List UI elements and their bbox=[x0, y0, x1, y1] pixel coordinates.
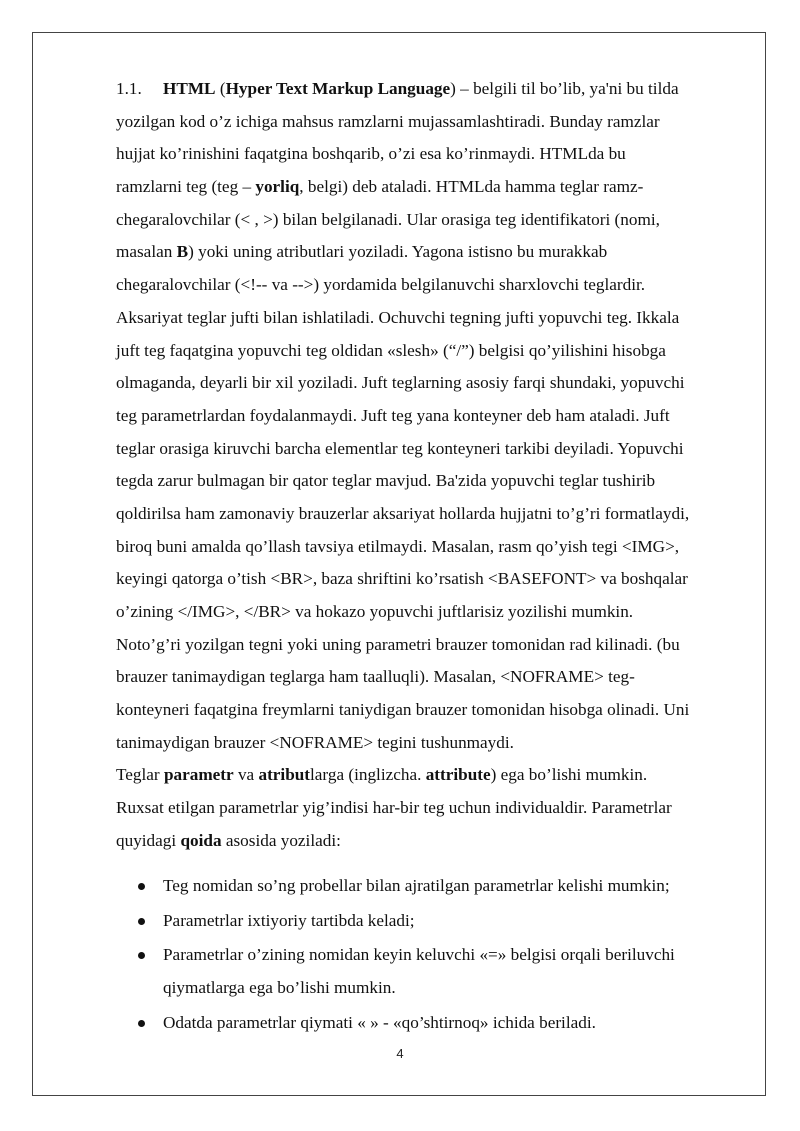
list-item bbox=[116, 1007, 752, 1040]
text-line: Aksariyat teglar jufti bilan ishlatiladi. Ochuvchi tegning jufti yopuvchi teg. Ikkala bbox=[116, 307, 680, 327]
list-item-text: Parametrlar ixtiyoriy tartibda keladi; bbox=[163, 910, 415, 930]
text-line bbox=[116, 236, 752, 269]
section-number: 1.1. bbox=[116, 79, 142, 98]
text-line: brauzer tanimaydigan teglarga ham taalluqli). Masalan, <NOFRAME> teg- bbox=[116, 667, 635, 687]
text-line: hujjat ko’rinishini faqatgina boshqarib, o’zi esa ko’rinmaydi. HTMLda bu bbox=[116, 144, 626, 164]
text-line bbox=[116, 73, 752, 106]
text-fragment: ramzlarni teg (teg – bbox=[116, 177, 256, 197]
bullet-icon bbox=[138, 883, 145, 890]
text-line: qoldirilsa ham zamonaviy brauzerlar aksariyat hollarda hujjatni to’g’ri formatlaydi, bbox=[116, 503, 690, 523]
bold-term: yorliq bbox=[255, 177, 300, 197]
text-line bbox=[116, 759, 752, 792]
text-line: biroq buni amalda qo’llash tavsiya etilmaydi. Masalan, rasm qo’yish tegi <IMG>, bbox=[116, 536, 680, 556]
bold-term: atribut bbox=[258, 765, 311, 785]
bold-term: parametr bbox=[163, 765, 234, 785]
text-fragment: larga (inglizcha. bbox=[310, 765, 426, 785]
text-line bbox=[116, 825, 752, 858]
text-line: juft teg faqatgina yopuvchi teg oldidan «slesh» (“/”) belgisi qo’yilishini hisobga bbox=[116, 340, 666, 360]
list-item bbox=[116, 939, 752, 1004]
term-full: Hyper Text Markup Language bbox=[225, 79, 451, 98]
text-line: keyingi qatorga o’tish <BR>, baza shriftini ko’rsatish <BASEFONT> va boshqalar bbox=[116, 569, 688, 589]
text-fragment: ) – belgili til bo’lib, ya'ni bu tilda bbox=[450, 79, 679, 98]
text-line: teglar orasiga kiruvchi barcha elementlar teg konteyneri tarkibi deyiladi. Yopuvchi bbox=[116, 438, 684, 458]
text-fragment: , belgi) deb ataladi. HTMLda hamma teglar ramz- bbox=[299, 177, 644, 197]
list-item-text: Parametrlar o’zining nomidan keyin keluvchi «=» belgisi orqali beriluvchi bbox=[163, 945, 675, 965]
text-line: chegaralovchilar (< , >) bilan belgilanadi. Ular orasiga teg identifikatori (nomi, bbox=[116, 209, 660, 229]
text-fragment: ) ega bo’lishi mumkin. bbox=[490, 765, 648, 785]
bold-term: B bbox=[176, 242, 189, 262]
page-number: 4 bbox=[396, 1046, 404, 1061]
text-line: teg parametrlardan foydalanmaydi. Juft teg yana konteyner deb ham ataladi. Juft bbox=[116, 405, 670, 425]
list-item-text: Teg nomidan so’ng probellar bilan ajratilgan parametrlar kelishi mumkin; bbox=[163, 876, 670, 895]
bullet-icon bbox=[138, 952, 145, 959]
text-line: olmaganda, deyarli bir xil yoziladi. Juft teglarning asosiy farqi shundaki, yopuvchi bbox=[116, 373, 685, 393]
bullet-list bbox=[116, 870, 752, 1041]
text-fragment: quyidagi bbox=[116, 830, 181, 850]
bold-term: qoida bbox=[180, 830, 222, 850]
text-line: tegda zarur bulmagan bir qator teglar mavjud. Ba'zida yopuvchi teglar tushirib bbox=[116, 471, 656, 491]
text-line: tanimaydigan brauzer <NOFRAME> tegini tushunmaydi. bbox=[116, 732, 514, 752]
text-fragment: Teglar bbox=[116, 765, 164, 785]
text-line: o’zining </IMG>, </BR> va hokazo yopuvchi juftlarisiz yozilishi mumkin. bbox=[116, 602, 634, 621]
list-item bbox=[116, 905, 752, 938]
text-fragment: masalan bbox=[116, 242, 177, 262]
bold-term: attribute bbox=[425, 765, 491, 785]
text-fragment: asosida yoziladi: bbox=[221, 830, 341, 850]
bullet-icon bbox=[138, 918, 145, 925]
body-paragraph bbox=[116, 73, 752, 858]
list-item bbox=[116, 870, 752, 903]
list-item-text: qiymatlarga ega bo’lishi mumkin. bbox=[163, 978, 396, 998]
text-line: Noto’g’ri yozilgan tegni yoki uning parametri brauzer tomonidan rad kilinadi. (bu bbox=[116, 634, 680, 654]
text-line: chegaralovchilar (<!-- va -->) yordamida belgilanuvchi sharxlovchi teglardir. bbox=[116, 275, 646, 295]
text-line: konteyneri faqatgina freymlarni taniydigan brauzer tomonidan hisobga olinadi. Uni bbox=[116, 700, 690, 720]
bullet-icon bbox=[138, 1020, 145, 1027]
text-line: Ruxsat etilgan parametrlar yig’indisi har-bir teg uchun individualdir. Parametrlar bbox=[116, 798, 672, 818]
list-item-text: Odatda parametrlar qiymati « » - «qo’shtirnoq» ichida beriladi. bbox=[163, 1012, 596, 1032]
text-line bbox=[116, 171, 752, 204]
text-fragment: va bbox=[233, 765, 259, 785]
text-fragment: ) yoki uning atributlari yoziladi. Yagona istisno bu murakkab bbox=[188, 242, 608, 262]
term-html: HTML bbox=[163, 79, 216, 98]
text-line: yozilgan kod o’z ichiga mahsus ramzlarni mujassamlashtiradi. Bunday ramzlar bbox=[116, 111, 660, 131]
text-fragment: ( bbox=[215, 79, 226, 98]
